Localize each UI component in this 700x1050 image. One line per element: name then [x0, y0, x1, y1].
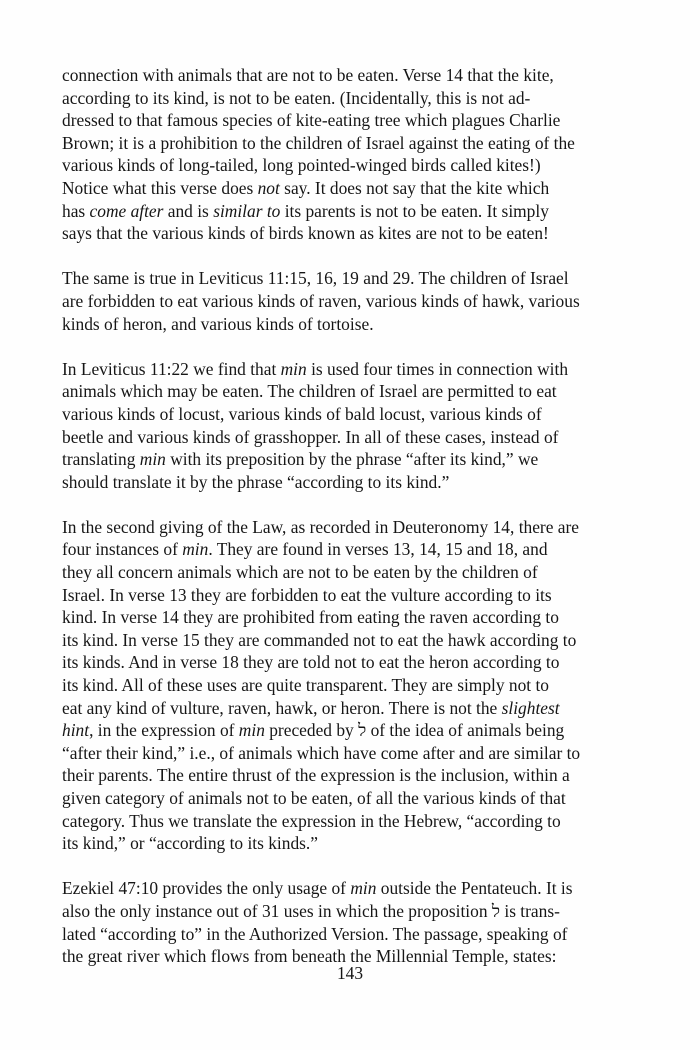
- text-run: outside the Pentateuch. It is: [376, 878, 573, 899]
- text-line: [62, 674, 622, 697]
- text-run: the great river which flows from beneath the Millennial Temple, states:: [62, 946, 557, 967]
- text-run: Notice what this verse does: [62, 177, 258, 198]
- text-run: preceded by ל of the idea of animals being: [264, 720, 565, 741]
- text-run: and is: [163, 200, 214, 221]
- text-run: is used four times in connection with: [306, 358, 569, 379]
- text-line: [62, 697, 622, 720]
- text-line: [62, 177, 622, 200]
- text-run: should translate it by the phrase “according to its kind.”: [62, 471, 450, 492]
- text-run: “after their kind,” i.e., of animals which have come after and are similar to: [62, 742, 581, 763]
- text-run: its parents is not to be eaten. It simply: [280, 200, 549, 221]
- text-run: connection with animals that are not to be eaten. Verse 14 that the kite,: [62, 65, 554, 85]
- text-run: various kinds of long-tailed, long pointed-winged birds called kites!): [62, 155, 541, 176]
- text-run: animals which may be eaten. The children of Israel are permitted to eat: [62, 381, 557, 402]
- text-line: [62, 764, 622, 787]
- text-run: The same is true in Leviticus 11:15, 16, 19 and 29. The children of Israel: [62, 268, 569, 289]
- body-text: [62, 64, 622, 990]
- text-line: [62, 516, 622, 539]
- paragraph: [62, 877, 622, 967]
- paragraph: [62, 516, 622, 855]
- text-run: given category of animals not to be eaten, of all the various kinds of that: [62, 788, 566, 808]
- text-line: [62, 448, 622, 471]
- text-run: In Leviticus 11:22 we find that: [62, 358, 281, 379]
- text-run: are forbidden to eat various kinds of raven, various kinds of hawk, various: [62, 290, 580, 311]
- text-run: translating: [62, 449, 140, 470]
- text-run: category. Thus we translate the expression in the Hebrew, “according to: [62, 810, 561, 831]
- text-line: [62, 561, 622, 584]
- text-run: its kind. In verse 15 they are commanded not to eat the hawk according to: [62, 629, 577, 650]
- text-line: [62, 471, 622, 494]
- italic-text: min: [350, 878, 377, 899]
- page-number: 143: [336, 963, 364, 983]
- text-run: dressed to that famous species of kite-eating tree which plagues Charlie: [62, 110, 561, 131]
- text-line: [62, 290, 622, 313]
- text-line: [62, 877, 622, 900]
- text-run: . They are found in verses 13, 14, 15 and 18, and: [208, 539, 548, 560]
- text-run: , in the expression of: [89, 720, 239, 741]
- italic-text: similar to: [213, 200, 281, 221]
- text-run: various kinds of locust, various kinds of bald locust, various kinds of: [62, 403, 542, 424]
- italic-text: hint: [62, 720, 90, 741]
- italic-text: min: [182, 539, 209, 560]
- text-run: eat any kind of vulture, raven, hawk, or heron. There is not the: [62, 697, 502, 718]
- text-run: with its preposition by the phrase “after its kind,” we: [165, 449, 539, 470]
- text-line: [62, 651, 622, 674]
- text-line: [62, 742, 622, 765]
- text-run: kinds of heron, and various kinds of tortoise.: [62, 313, 374, 334]
- text-line: [62, 719, 622, 742]
- text-line: [62, 426, 622, 449]
- text-run: its kind. All of these uses are quite transparent. They are simply not to: [62, 675, 549, 696]
- text-run: Israel. In verse 13 they are forbidden to eat the vulture according to its: [62, 584, 552, 605]
- text-run: kind. In verse 14 they are prohibited from eating the raven according to: [62, 607, 559, 628]
- text-run: their parents. The entire thrust of the expression is the inclusion, within a: [62, 765, 570, 786]
- text-run: Brown; it is a prohibition to the children of Israel against the eating of the: [62, 132, 575, 153]
- italic-text: not: [257, 177, 280, 198]
- text-run: four instances of: [62, 539, 183, 560]
- text-line: [62, 810, 622, 833]
- text-run: its kind,” or “according to its kinds.”: [62, 833, 318, 854]
- text-run: says that the various kinds of birds known as kites are not to be eaten!: [62, 223, 549, 244]
- text-run: lated “according to” in the Authorized Version. The passage, speaking of: [62, 923, 568, 944]
- paragraph: [62, 64, 622, 245]
- text-line: [62, 87, 622, 110]
- text-run: beetle and various kinds of grasshopper. In all of these cases, instead of: [62, 426, 559, 447]
- text-line: [62, 900, 622, 923]
- text-line: [62, 154, 622, 177]
- text-run: also the only instance out of 31 uses in which the proposition ל is trans-: [62, 900, 560, 921]
- text-run: In the second giving of the Law, as recorded in Deuteronomy 14, there are: [62, 516, 580, 537]
- text-line: [62, 403, 622, 426]
- text-run: according to its kind, is not to be eaten. (Incidentally, this is not ad-: [62, 87, 531, 108]
- text-line: [62, 200, 622, 223]
- text-line: [62, 538, 622, 561]
- text-line: [62, 358, 622, 381]
- text-line: [62, 267, 622, 290]
- paragraph: [62, 267, 622, 335]
- italic-text: min: [139, 449, 166, 470]
- text-line: [62, 787, 622, 810]
- text-line: [62, 132, 622, 155]
- text-line: [62, 64, 622, 87]
- text-run: has: [62, 200, 90, 221]
- text-line: [62, 380, 622, 403]
- paragraph: [62, 358, 622, 494]
- text-run: they all concern animals which are not to be eaten by the children of: [62, 562, 538, 583]
- text-line: [62, 832, 622, 855]
- italic-text: slightest: [501, 697, 560, 718]
- text-run: its kinds. And in verse 18 they are told not to eat the heron according to: [62, 652, 560, 673]
- text-line: [62, 629, 622, 652]
- text-run: Ezekiel 47:10 provides the only usage of: [62, 878, 351, 899]
- italic-text: min: [280, 358, 307, 379]
- italic-text: min: [238, 720, 265, 741]
- text-line: [62, 222, 622, 245]
- text-line: [62, 109, 622, 132]
- text-line: [62, 313, 622, 336]
- text-line: [62, 923, 622, 946]
- italic-text: come after: [89, 200, 164, 221]
- text-line: [62, 584, 622, 607]
- text-line: [62, 606, 622, 629]
- text-run: say. It does not say that the kite which: [279, 177, 550, 198]
